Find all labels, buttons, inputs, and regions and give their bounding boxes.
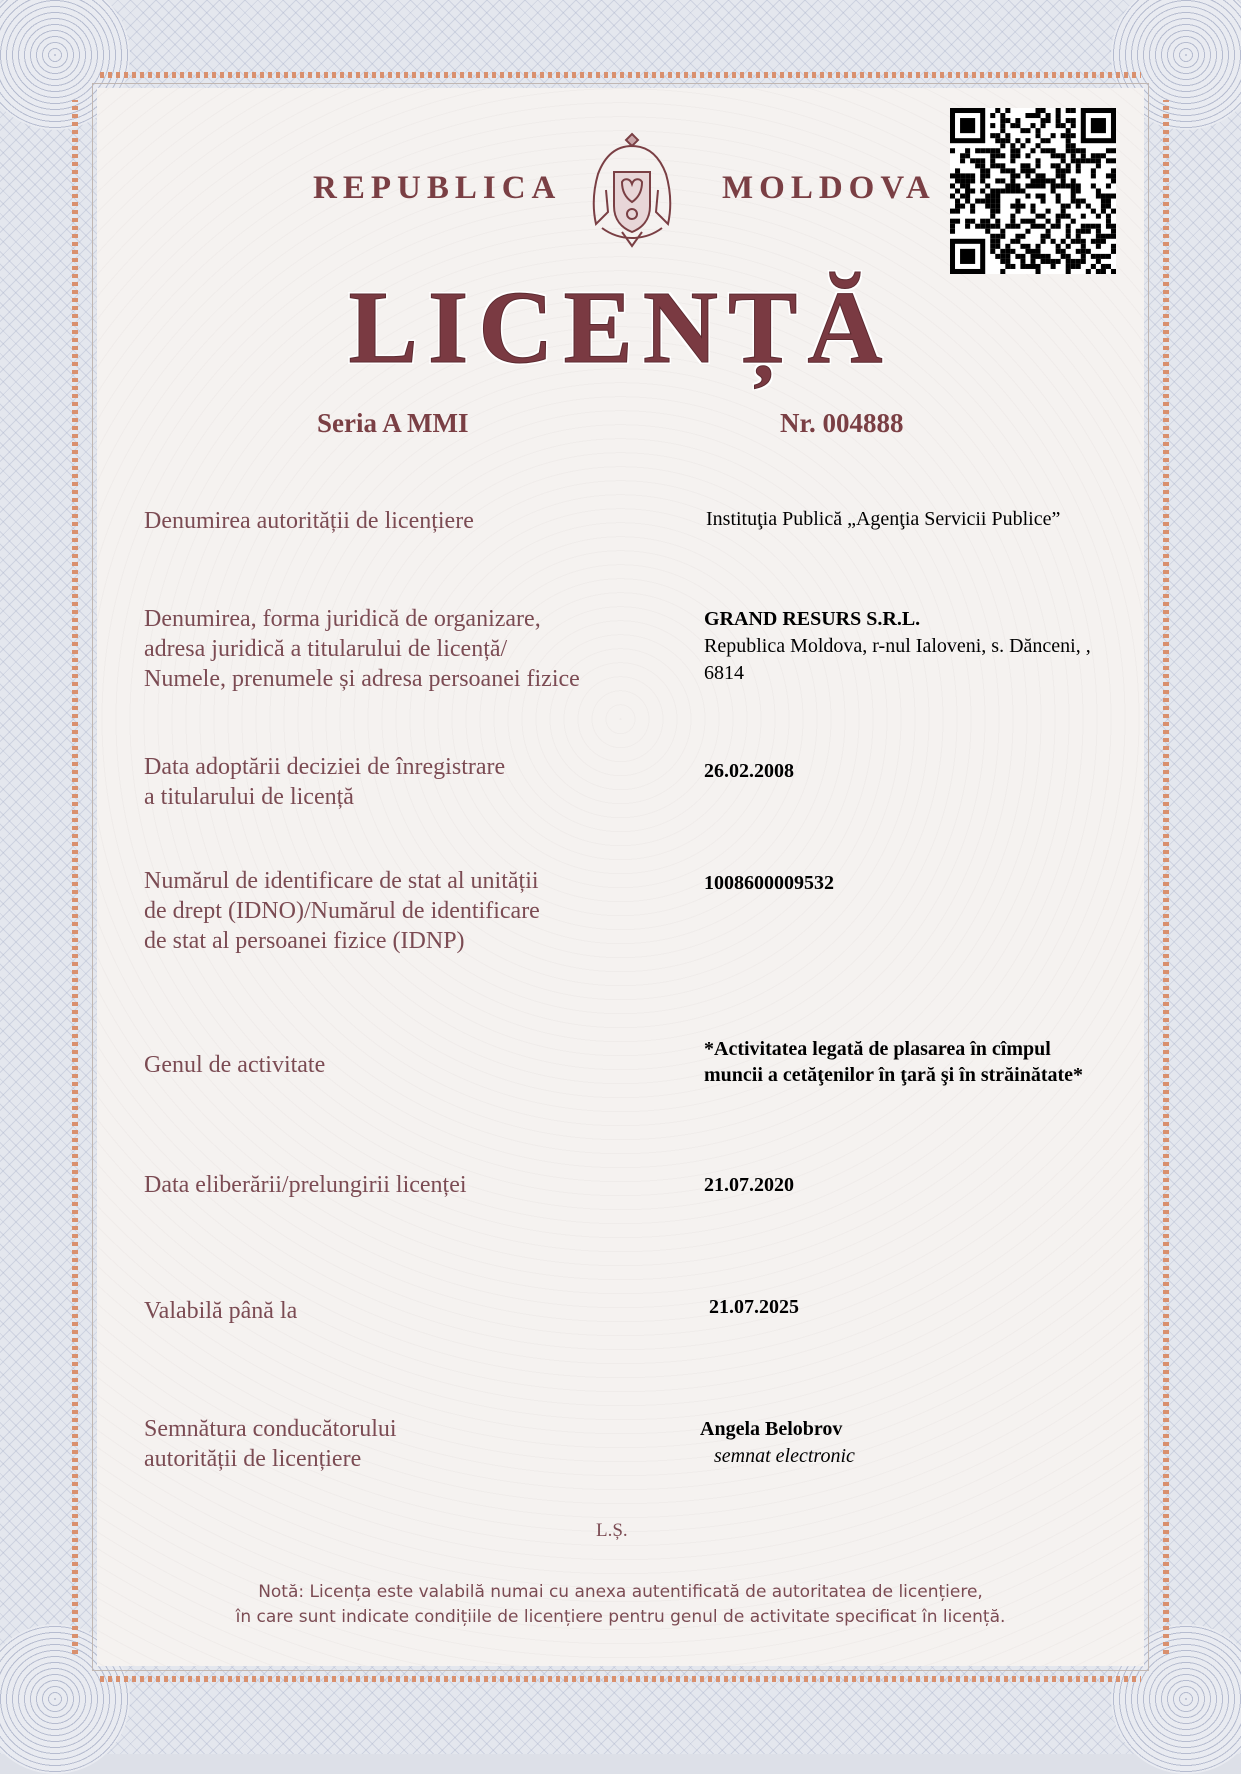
moldova-coat-of-arms-icon xyxy=(584,128,680,252)
field-value-holder-name: GRAND RESURS S.R.L. xyxy=(704,608,921,630)
field-value-signatory: Angela Belobrov xyxy=(700,1418,843,1440)
field-value-idno: 1008600009532 xyxy=(704,872,834,894)
field-label-decision-date: Data adoptării deciziei de înregistrare a titularului de licență xyxy=(144,754,506,810)
footnote-line-1: Notă: Licența este valabilă numai cu anexa autentificată de autoritatea de licențiere, xyxy=(258,1582,983,1602)
country-left: REPUBLICA xyxy=(313,170,562,206)
field-value-decision-date: 26.02.2008 xyxy=(704,760,794,782)
footnote xyxy=(0,1580,1241,1630)
footnote-line-2: în care sunt indicate condițiile de licențiere pentru genul de activitate specificat în licență. xyxy=(235,1607,1006,1627)
field-value-activity-line1: *Activitatea legată de plasarea în cîmpul xyxy=(704,1038,1051,1060)
field-value-issue-date: 21.07.2020 xyxy=(704,1174,794,1196)
field-value-authority: Instituţia Publică „Agenţia Servicii Publice” xyxy=(706,508,1061,530)
field-value-activity-line2: muncii a cetăţenilor în ţară şi în străinătate* xyxy=(704,1064,1084,1086)
field-value-holder-address: Republica Moldova, r-nul Ialoveni, s. Dănceni, , xyxy=(704,635,1091,657)
field-label-authority: Denumirea autorității de licențiere xyxy=(144,508,474,534)
series-label: Seria A MMI xyxy=(317,408,469,438)
qr-code-icon xyxy=(950,108,1116,274)
field-label-idno: Numărul de identificare de stat al unității de drept (IDNO)/Numărul de identificare de stat al persoanei fizice (IDNP) xyxy=(144,868,540,954)
stamp-mark: L.Ș. xyxy=(596,1520,628,1541)
country-right: MOLDOVA xyxy=(722,170,936,206)
qr-code xyxy=(950,108,1116,274)
field-label-issue-date: Data eliberării/prelungirii licenței xyxy=(144,1172,467,1198)
field-value-valid-until: 21.07.2025 xyxy=(709,1296,799,1318)
field-label-activity: Genul de activitate xyxy=(144,1052,326,1078)
border-rule-top xyxy=(100,72,1141,78)
border-rule-bottom xyxy=(100,1676,1141,1682)
license-number: Nr. 004888 xyxy=(780,408,904,438)
document-title: LICENȚĂ xyxy=(348,270,893,385)
field-label-valid-until: Valabilă până la xyxy=(144,1298,298,1324)
field-label-holder: Denumirea, forma juridică de organizare, adresa juridică a titularului de licență/ Numele, prenumele și adresa persoanei fizice xyxy=(144,606,580,692)
field-label-signature: Semnătura conducătorului autorității de licențiere xyxy=(144,1416,397,1472)
field-value-holder-postcode: 6814 xyxy=(704,662,744,684)
field-value-signed-electronically: semnat electronic xyxy=(714,1445,855,1467)
